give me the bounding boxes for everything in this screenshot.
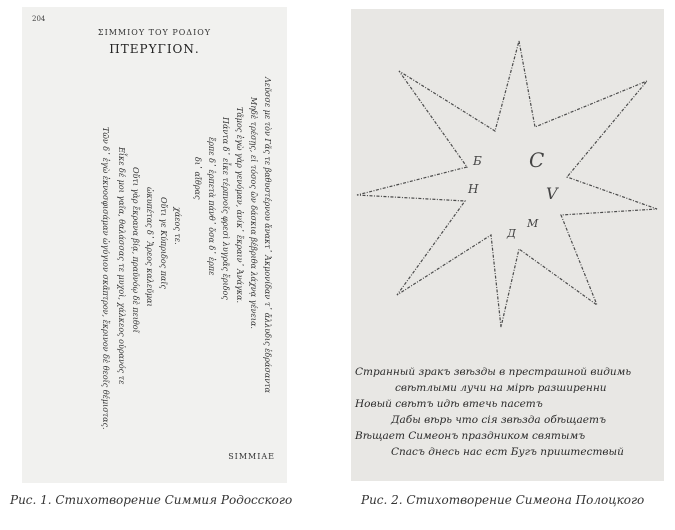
star-outline <box>357 41 657 327</box>
verse-line: χάεος τε. <box>173 207 182 245</box>
verse-line: Μηδὲ τρέσῃς, εἰ τόσος ὢν δάσκια βέβριθα λάχνᾳ γένεια. <box>249 97 258 329</box>
star-letter: С <box>529 148 545 172</box>
poem-line: свѣтлыми лучи на мірѣ разширенни <box>395 382 607 394</box>
star-letter: М <box>527 217 539 230</box>
poem-line: Дабы вѣрь что сія звѣзда обѣщаетъ <box>391 414 606 426</box>
star-letter: Н <box>468 182 479 196</box>
signature-simmiae: SIMMIAE <box>228 452 275 461</box>
verse-line: ὠκυπέτας δ᾽ Ἄρεος καλεῦμαι <box>145 187 154 307</box>
verse-line: Πάντα δ᾽ εἶκε τέρπνοῖς φρεσὶ λυγρᾶς ἔριδος <box>221 117 230 300</box>
verse-line: Λεῦσσε με τὸν Γᾶς τε βαθυστέρνου ἄνακτ᾽ Ἀκμονίδαν τ᾽ ἄλλυδις ἑδράσαντα <box>263 77 272 393</box>
poem-line: Новый свѣтъ идѣ втечь пасетъ <box>355 398 543 410</box>
running-head: ΣΙΜΜΙΟΥ ΤΟΥ ΡΟΔΙΟΥ <box>97 28 212 37</box>
verse-line: Τᾶμος ἐγὼ γὰρ γενόμαν, ἁνίκ᾽ ἔκραιν᾽ Ἀνάγκα. <box>235 107 244 304</box>
verse-line: Τῶν δ᾽ ἐγὼ ἐκνοσφισάμαν ὠγύγιον σκᾶπτρον, ἔκρινον δὲ θεοῖς θέμιστας. <box>101 127 110 430</box>
poem-title: ΠΤΕΡΥΓΙΟΝ. <box>109 42 200 56</box>
star-figure <box>351 9 664 359</box>
caption-figure-2: Рис. 2. Стихотворение Симеона Полоцкого <box>361 493 645 507</box>
verse-line: Οὔτι γὰρ ἔκρανα βίᾳ, πραϋνόῳ δὲ πειθοῖ <box>131 167 140 333</box>
figure-simmias-page <box>22 7 287 483</box>
caption-figure-1: Рис. 1. Стихотворение Симмия Родосского <box>10 493 293 507</box>
page-number: 204 <box>32 15 46 23</box>
poem-line: Спасъ днесь нас ест Бугъ приштествый <box>391 446 624 458</box>
star-letter: Б <box>473 154 482 168</box>
manuscript-poem <box>355 364 660 460</box>
verse-line: ἕρπε δ᾽ ἑρπετὰ πάνθ᾽ ὅσα δ᾽ ἐρπε <box>207 137 216 276</box>
verse-line: Οὔτι γε Κύπριδος παῖς <box>159 197 168 290</box>
figure-polotsky-manuscript <box>351 9 664 481</box>
verse-line: Εἶκε δέ μοι γαῖα, θαλάσσας τε μυχοὶ, χάλκεος οὐρανός τε <box>117 147 126 385</box>
wing-shaped-verse <box>62 77 272 457</box>
star-letter: V <box>546 184 558 203</box>
star-letter: Д <box>507 227 516 240</box>
poem-line: Вѣщает Симеонъ праздником святымъ <box>355 430 586 442</box>
verse-line: δι᾽ αἴθρας <box>193 157 202 200</box>
poem-line: Странный зракъ звѣзды в престрашной видимь <box>355 366 632 378</box>
